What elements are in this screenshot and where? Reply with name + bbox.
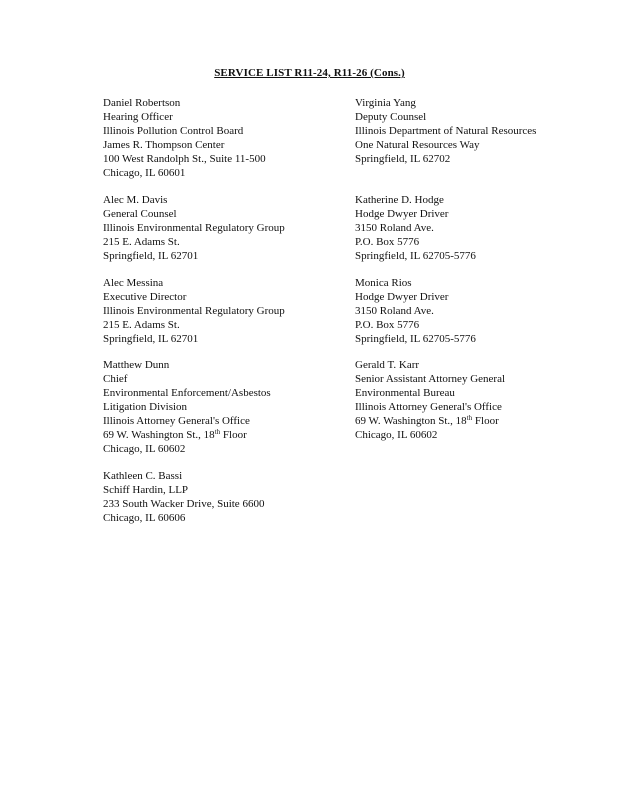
contact-daniel-robertson (103, 96, 266, 180)
contact-address-line: 215 E. Adams St. (103, 236, 180, 248)
contact-organization: Illinois Environmental Regulatory Group (103, 222, 285, 234)
contact-title: General Counsel (103, 208, 177, 220)
contact-gerald-karr (355, 358, 505, 442)
contact-name: Alec M. Davis (103, 194, 168, 206)
contact-address-line: P.O. Box 5776 (355, 319, 420, 331)
contact-organization: Hodge Dwyer Driver (355, 291, 449, 303)
contact-organization: Illinois Department of Natural Resources (355, 125, 537, 137)
contact-city-line: Springfield, IL 62705-5776 (355, 333, 476, 345)
contact-organization: Hodge Dwyer Driver (355, 208, 449, 220)
contact-title: Senior Assistant Attorney General (355, 373, 506, 385)
address-text: 69 W. Washington St., 18 (355, 415, 467, 427)
contact-name: Gerald T. Karr (355, 359, 420, 371)
contact-city-line: Springfield, IL 62705-5776 (355, 250, 476, 262)
contact-name: Monica Rios (355, 277, 412, 289)
address-text: 69 W. Washington St., 18 (103, 429, 215, 441)
contact-address-line: James R. Thompson Center (103, 139, 225, 151)
contact-address-line (103, 428, 271, 442)
contact-title: Deputy Counsel (355, 111, 427, 123)
service-list-title: SERVICE LIST R11-24, R11-26 (Cons.) (214, 67, 405, 79)
contact-katherine-hodge (355, 193, 476, 263)
contact-organization: Environmental Bureau (355, 387, 455, 399)
contact-city-line: Springfield, IL 62701 (103, 333, 199, 345)
contact-title: Hearing Officer (103, 111, 173, 123)
contact-organization: Schiff Hardin, LLP (103, 484, 189, 496)
address-text: Floor (472, 415, 499, 427)
contact-alec-messina (103, 276, 285, 346)
contact-name: Kathleen C. Bassi (103, 470, 183, 482)
contact-title: Chief (103, 373, 128, 385)
contact-name: Daniel Robertson (103, 97, 181, 109)
ordinal-suffix: th (466, 414, 473, 422)
contact-name: Virginia Yang (355, 97, 416, 109)
address-text: Floor (220, 429, 247, 441)
contact-city-line: Chicago, IL 60601 (103, 167, 186, 179)
ordinal-suffix: th (214, 428, 221, 436)
contact-city-line: Springfield, IL 62701 (103, 250, 199, 262)
contact-city-line: Chicago, IL 60606 (103, 512, 186, 524)
contact-city-line: Springfield, IL 62702 (355, 153, 451, 165)
contact-name: Matthew Dunn (103, 359, 170, 371)
contact-city-line: Chicago, IL 60602 (355, 429, 438, 441)
contact-organization: Environmental Enforcement/Asbestos (103, 387, 271, 399)
contact-city-line: Chicago, IL 60602 (103, 443, 186, 455)
contact-address-line: P.O. Box 5776 (355, 236, 420, 248)
contact-virginia-yang (355, 96, 536, 166)
contact-organization: Illinois Attorney General's Office (103, 415, 250, 427)
contact-address-line: 100 West Randolph St., Suite 11-500 (103, 153, 266, 165)
contact-monica-rios (355, 276, 476, 346)
contact-title: Executive Director (103, 291, 187, 303)
contact-address-line: 215 E. Adams St. (103, 319, 180, 331)
contact-address-line: 3150 Roland Ave. (355, 222, 434, 234)
contact-name: Katherine D. Hodge (355, 194, 444, 206)
contact-organization: Illinois Environmental Regulatory Group (103, 305, 285, 317)
contact-organization: Litigation Division (103, 401, 188, 413)
contact-address-line: One Natural Resources Way (355, 139, 480, 151)
contact-name: Alec Messina (103, 277, 164, 289)
contact-alec-davis (103, 193, 285, 263)
contact-matthew-dunn (103, 358, 271, 456)
contact-organization: Illinois Attorney General's Office (355, 401, 502, 413)
contact-address-line (355, 414, 505, 428)
contact-kathleen-bassi (103, 469, 264, 525)
contact-address-line: 233 South Wacker Drive, Suite 6600 (103, 498, 265, 510)
contact-address-line: 3150 Roland Ave. (355, 305, 434, 317)
contact-organization: Illinois Pollution Control Board (103, 125, 244, 137)
